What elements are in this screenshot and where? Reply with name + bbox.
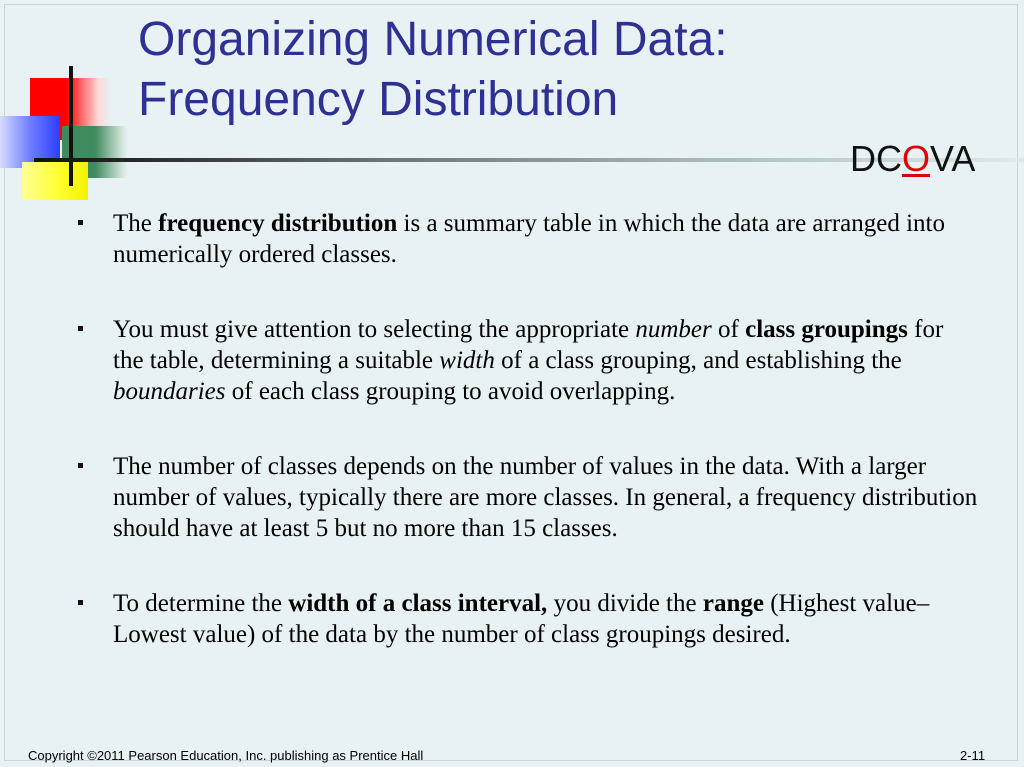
dcova-suffix: VA: [930, 138, 976, 179]
page-number: 2-11: [960, 748, 986, 763]
bullet-text-segment: of: [711, 316, 746, 343]
bullet-text-segment: of a class grouping, and establishing the: [494, 347, 902, 374]
dcova-prefix: DC: [850, 138, 902, 179]
bullet-list: [78, 208, 978, 694]
bullet-text-segment: class groupings: [745, 316, 908, 343]
decorative-vertical-line: [69, 66, 73, 186]
bullet-text: [113, 314, 978, 407]
bullet-text: [113, 451, 978, 544]
bullet-item: [78, 588, 978, 650]
bullet-marker-icon: [78, 326, 83, 331]
bullet-text-segment: number: [635, 316, 712, 343]
title-line-2: Frequency Distribution: [138, 73, 619, 126]
bullet-text-segment: of each class grouping to avoid overlapping.: [225, 378, 676, 405]
bullet-text-segment: The number of classes depends on the number of values in the data. With a larger number of values, typically there are more classes. In general, a frequency distribution should have at least 5 but no more than 15 classes.: [113, 453, 978, 542]
bullet-text-segment: you divide the: [547, 590, 703, 617]
bullet-text-segment: range: [702, 590, 764, 617]
copyright-footer: Copyright ©2011 Pearson Education, Inc. publishing as Prentice Hall: [28, 748, 424, 763]
bullet-text-segment: width of a class interval,: [288, 590, 548, 617]
dcova-highlight: O: [902, 138, 931, 179]
bullet-text-segment: The: [113, 210, 159, 237]
dcova-label: [850, 138, 975, 180]
bullet-item: [78, 314, 978, 407]
bullet-text-segment: To determine the: [113, 590, 289, 617]
bullet-text-segment: boundaries: [113, 378, 226, 405]
bullet-marker-icon: [78, 463, 83, 468]
bullet-marker-icon: [78, 600, 83, 605]
bullet-text-segment: You must give attention to selecting the appropriate: [113, 316, 636, 343]
title-line-1: Organizing Numerical Data:: [138, 13, 728, 66]
decorative-yellow-square: [22, 162, 88, 200]
bullet-text-segment: frequency distribution: [158, 210, 398, 237]
bullet-text-segment: (Highest value–Lowest value) of the data by the number of class groupings desired.: [113, 590, 930, 648]
bullet-text: [113, 208, 978, 270]
bullet-item: [78, 451, 978, 544]
bullet-text-segment: for the table, determining a suitable: [113, 316, 944, 374]
bullet-text-segment: width: [439, 347, 495, 374]
slide-title: [138, 10, 728, 130]
bullet-text: [113, 588, 978, 650]
bullet-item: [78, 208, 978, 270]
bullet-marker-icon: [78, 220, 83, 225]
bullet-text-segment: is a summary table in which the data are arranged into numerically ordered classes.: [113, 210, 945, 268]
